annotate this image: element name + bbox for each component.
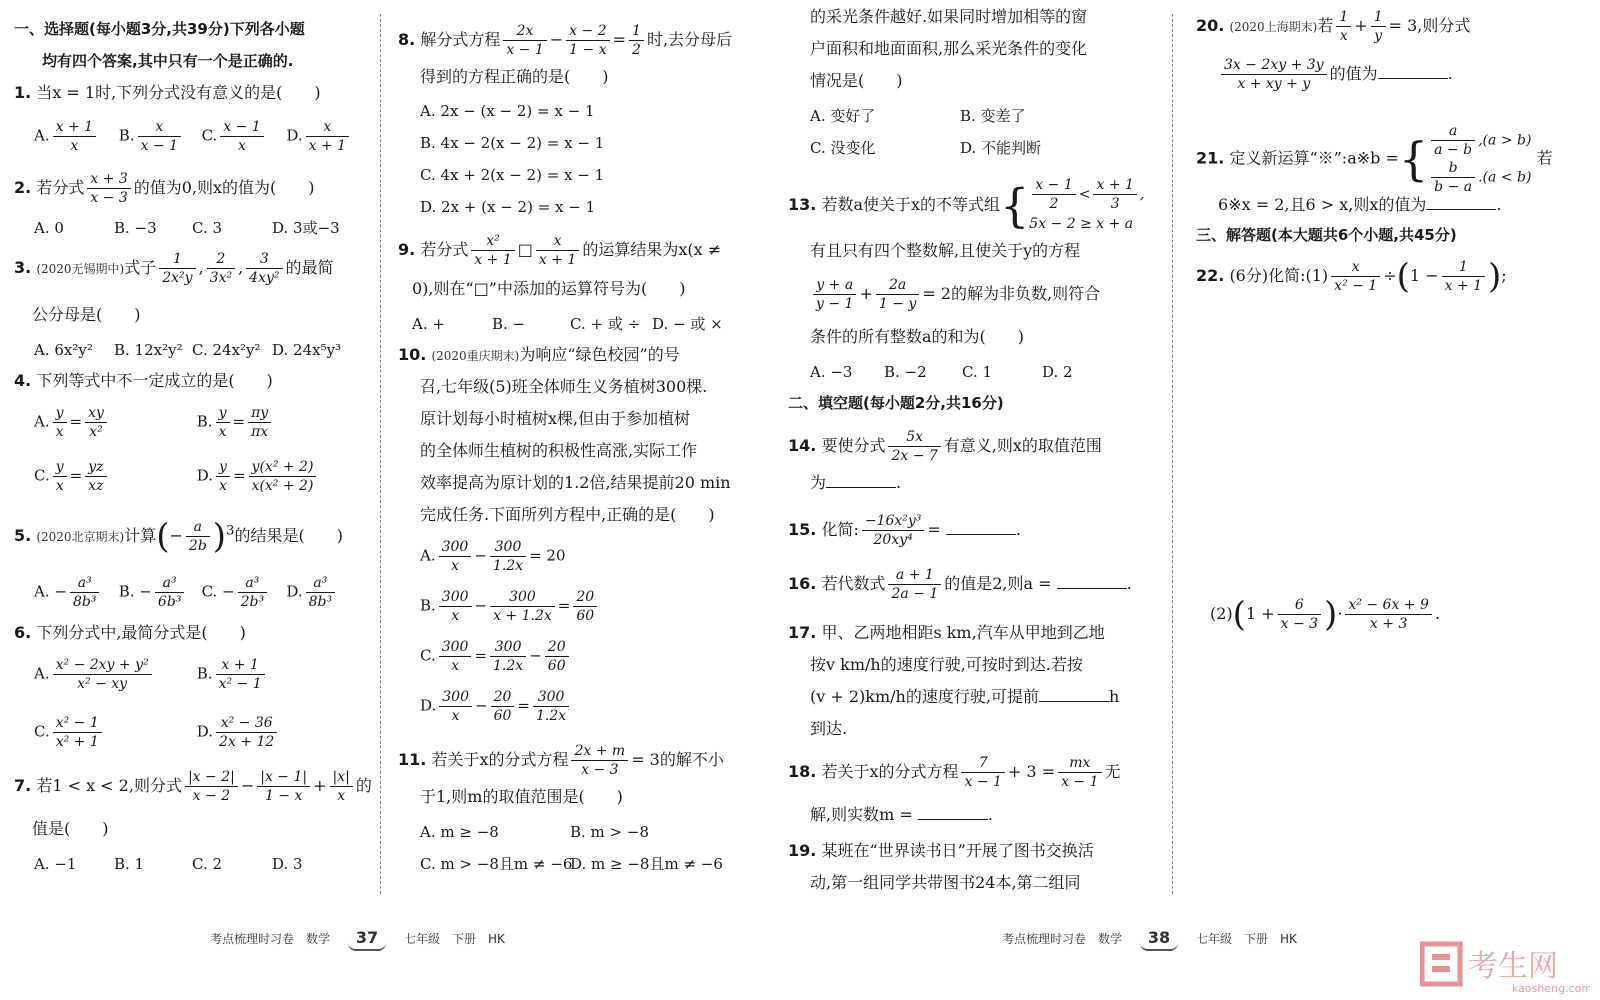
question-10: 10. (2020重庆期末)为响应“绿色校园”的号 [398,345,680,364]
question-15: 15. 化简: $\frac{\text{−16x²y³}}{\text{20xy⁴}}$ = . [788,513,1022,548]
book-title: 考点梳理时习卷 数学 [1002,932,1123,946]
question-17: 17. 甲、乙两地相距s km,汽车从甲地到乙地 [788,623,1105,642]
options-q12-ab: A. 变好了 B. 变差了 [810,107,1026,125]
option-q8-c: C. 4x + 2(x − 2) = x − 1 [420,166,605,184]
question-1: 1. 当x = 1时,下列分式没有意义的是( ) [14,83,321,102]
svg-text:考生网: 考生网 [1468,949,1558,984]
question-2: 2. 若分式 $\frac{x + 3}{x - 3}$ 的值为0,则x的值为( ) [14,171,315,206]
options-q6-cd: C. $\frac{\text{x² − 1}}{\text{x² + 1}}$ D. $\frac{\text{x² − 36}}{2x + 12}$ [34,714,280,751]
question-12-line: 情况是( ) [810,71,903,90]
question-14: 14. 要使分式 $\frac{5x}{2x - 7}$ 有意义,则x的取值范围 [788,429,1102,464]
section-heading: 三、解答题(本大题共6个小题,共45分) [1196,226,1457,244]
question-10-line: 原计划每小时植树x棵,但由于参加植树 [420,409,691,428]
grade-label: 七年级 下册 HK [1195,932,1297,946]
options-q12-cd: C. 没变化 D. 不能判断 [810,139,1042,157]
question-18: 18. 若关于x的分式方程 $\frac{7}{x - 1}$ + 3 = $\frac{mx}{x - 1}$ 无 [788,755,1121,790]
kaosheng-logo-icon [1420,940,1590,996]
page-number: 37 [348,928,386,951]
question-10-line: 召,七年级(5)班全体师生义务植树300棵. [420,377,708,396]
book-title: 考点梳理时习卷 数学 [210,932,331,946]
question-21: 21. 定义新运算“※”:a※b ={ $\frac{a}{a - b}$ ,(a > b) $\frac{b}{b - a}$ .(a < b) 若 [1196,123,1553,195]
page-footer-37 [210,928,505,951]
options-q2: A. 0 B. −3 C. 3 D. 3或−3 [34,219,340,237]
question-10-line: 的全体师生植树的积极性高涨,实际工作 [420,441,698,460]
question-8-cont: 得到的方程正确的是( ) [420,67,609,86]
options-q1: A. $\frac{x + 1}{x}$ B. $\frac{x}{x - 1}$ C. $\frac{x - 1}{x}$ D. $\frac{x}{x + 1}$ [34,118,374,155]
question-11-cont: 于1,则m的取值范围是( ) [420,787,623,806]
options-q11-cd: C. m > −8且m ≠ −6D. m ≥ −8且m ≠ −6 [420,855,723,873]
options-q4-cd: C. $\frac{y}{x}$ = $\frac{yz}{xz}$ D. $\frac{y}{x}$ = $\frac{\text{y(x² + 2)}}{\text{x(x² + 2)}}$ [34,458,319,495]
question-17-line: 按v km/h的速度行驶,可按时到达.若按 [810,655,1083,674]
question-9-cont: 0),则在“□”中添加的运算符号为( ) [412,279,686,298]
answer-blank[interactable] [1039,687,1109,702]
question-13: 13. 若数a使关于x的不等式组{ $\frac{x - 1}{2}$ < $\frac{x + 1}{3}$ , 5x − 2 ≥ x + a [788,177,1145,233]
question-12-line: 的采光条件越好.如果同时增加相等的窗 [810,7,1088,26]
options-q4-ab: A. $\frac{y}{x}$ = $\frac{xy}{\text{x²}}$ B. $\frac{y}{x}$ = $\frac{\pi y}{\pi x}$ [34,404,274,441]
option-q8-a: A. 2x − (x − 2) = x − 1 [420,102,595,120]
question-22: 22. (6分)化简:(1) $\frac{x}{\text{x² − 1}}$ ÷(1 − $\frac{1}{x + 1}$ ); [1196,256,1507,297]
options-q11-ab: A. m ≥ −8 B. m > −8 [420,823,649,841]
question-13-line: 有且只有四个整数解,且使关于y的方程 [810,241,1081,260]
watermark-logo [1420,940,1590,996]
options-q3: A. 6x²y² B. 12x²y² C. 24x²y² D. 24x⁵y³ [34,341,342,359]
option-q10-d: D. $\frac{300}{x}$ − $\frac{20}{60}$ = $\frac{300}{1.2x}$ [420,688,572,725]
options-q9: A. + B. − C. + 或 ÷ D. − 或 × [412,315,723,333]
question-21-cont: 6※x = 2,且6 > x,则x的值为 . [1218,195,1502,214]
section-heading: 二、填空题(每小题2分,共16分) [788,394,1004,412]
question-20: 20. (2020上海期末)若 $\frac{1}{x}$ + $\frac{1}{y}$ = 3,则分式 [1196,9,1471,44]
question-13-line: $\frac{y + a}{y - 1}$ + $\frac{2a}{1 - y}$ = 2的解为非负数,则符合 [810,276,1100,313]
question-7-cont: 值是( ) [32,819,109,838]
question-16: 16. 若代数式 $\frac{a + 1}{2a - 1}$ 的值是2,则a = . [788,567,1132,602]
question-14-cont: 为 . [810,473,902,492]
option-q10-b: B. $\frac{300}{x}$ − $\frac{300}{x + 1.2x}$ = $\frac{20}{60}$ [420,588,600,625]
section-heading: 一、选择题(每小题3分,共39分)下列各小题 [14,20,305,38]
question-20-cont: $\frac{3x - 2xy + 3y}{x + xy + y}$ 的值为 . [1218,56,1453,93]
question-5: 5. (2020北京期末)计算(− $\frac{a}{2b}$ )$^3$的结果是( ) [14,516,344,557]
question-4: 4. 下列等式中不一定成立的是( ) [14,371,273,390]
section-heading: 均有四个答案,其中只有一个是正确的. [42,52,294,70]
options-q5: A. − $\frac{\text{a³}}{\text{8b³}}$ B. − $\frac{\text{a³}}{\text{6b³}}$ C. − $\frac{\text{a³}}{\text{2b³}}$ D. $\frac{\text{a³}}{\text{8b³}}$ [34,574,338,611]
question-13-line: 条件的所有整数a的和为( ) [810,327,1025,346]
answer-blank[interactable] [946,520,1016,535]
options-q7: A. −1 B. 1 C. 2 D. 3 [34,855,303,873]
option-q10-a: A. $\frac{300}{x}$ − $\frac{300}{1.2x}$ = 20 [420,539,566,574]
option-q8-d: D. 2x + (x − 2) = x − 1 [420,198,596,216]
grade-label: 七年级 下册 HK [403,932,505,946]
answer-blank[interactable] [1378,64,1448,79]
option-q8-b: B. 4x − 2(x − 2) = x − 1 [420,134,605,152]
question-17-line: (v + 2)km/h的速度行驶,可提前 h [810,687,1120,706]
question-18-cont: 解,则实数m = . [810,805,993,824]
options-q6-ab: A. $\frac{\text{x² − 2xy + y²}}{\text{x² − xy}}$ B. $\frac{x + 1}{\text{x² − 1}}$ [34,656,268,693]
question-10-line: 效率提高为原计划的1.2倍,结果提前20 min [420,473,731,492]
question-19-line: 动,第一组同学共带图书24本,第二组同 [810,873,1081,892]
question-22-part2: (2)(1 + $\frac{6}{x - 3}$ )· $\frac{\text{x² − 6x + 9}}{x + 3}$ . [1210,594,1440,635]
question-10-line: 完成任务.下面所列方程中,正确的是( ) [420,505,715,524]
column-divider [1172,14,1173,894]
question-3: 3. (2020无锡期中)式子 $\frac{1}{\text{2x²y}}$ , $\frac{2}{\text{3x²}}$ , $\frac{3}{\text{4xy²}}$ 的最简 [14,251,334,286]
question-6: 6. 下列分式中,最简分式是( ) [14,623,246,642]
question-17-line: 到达. [810,719,848,738]
question-3-cont: 公分母是( ) [32,305,141,324]
column-divider [380,14,381,894]
question-8: 8. 解分式方程 $\frac{2x}{x - 1}$ − $\frac{x - 2}{1 - x}$ = $\frac{1}{2}$ 时,去分母后 [398,23,733,58]
answer-blank[interactable] [826,473,896,488]
answer-blank[interactable] [1057,574,1127,589]
question-9: 9. 若分式 $\frac{\text{x²}}{x + 1}$ □ $\frac{x}{x + 1}$ 的运算结果为x(x ≠ [398,233,722,268]
question-19: 19. 某班在“世界读书日”开展了图书交换活 [788,841,1094,860]
question-11: 11. 若关于x的分式方程 $\frac{2x + m}{x - 3}$ = 3的解不小 [398,743,724,778]
page-footer-38 [1002,928,1297,951]
options-q13: A. −3 B. −2 C. 1 D. 2 [810,363,1073,381]
question-7: 7. 若1 < x < 2,则分式 $\frac{|x - 2|}{x - 2}$ − $\frac{|x - 1|}{1 - x}$ + $\frac{|x|}{x}$ 的 [14,769,372,804]
question-12-line: 户面积和地面面积,那么采光条件的变化 [810,39,1088,58]
page-number: 38 [1140,928,1178,951]
answer-blank[interactable] [1426,195,1496,210]
svg-text:kaosheng.com: kaosheng.com [1512,982,1590,995]
answer-blank[interactable] [918,805,988,820]
option-q10-c: C. $\frac{300}{x}$ = $\frac{300}{1.2x}$ − $\frac{20}{60}$ [420,638,572,675]
